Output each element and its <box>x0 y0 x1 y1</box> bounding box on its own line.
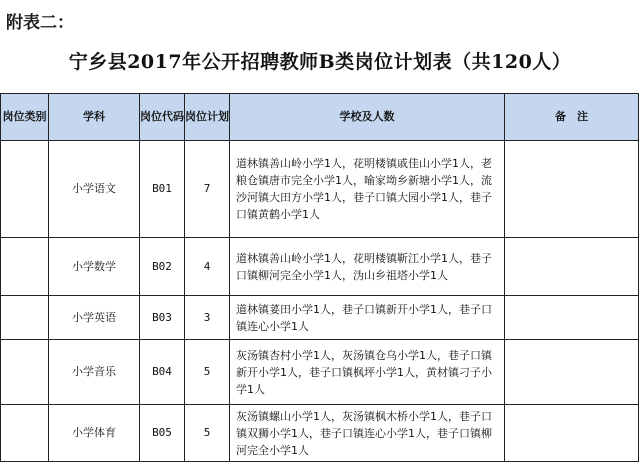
cell-schools: 灰汤镇杏村小学1人，灰汤镇仓乌小学1人，巷子口镇新开小学1人，巷子口镇枫坪小学1人，黄材镇刁子小学1人 <box>230 340 505 405</box>
cell-category <box>1 141 49 238</box>
table-header <box>1 94 639 141</box>
table-row <box>1 296 639 340</box>
cell-plan: 7 <box>185 141 230 238</box>
cell-schools: 灰汤镇螺山小学1人，灰汤镇枫木桥小学1人，巷子口镇双狮小学1人，巷子口镇连心小学1人，巷子口镇柳河完全小学1人 <box>230 405 505 462</box>
header-remarks: 备 注 <box>505 94 639 141</box>
cell-code: B05 <box>140 405 185 462</box>
cell-remarks <box>505 340 639 405</box>
table-body <box>1 141 639 462</box>
cell-plan: 5 <box>185 340 230 405</box>
cell-code: B03 <box>140 296 185 340</box>
cell-subject: 小学体育 <box>49 405 140 462</box>
cell-remarks <box>505 141 639 238</box>
cell-remarks <box>505 238 639 296</box>
header-plan: 岗位计划 <box>185 94 230 141</box>
table-row <box>1 141 639 238</box>
recruitment-plan-table <box>0 93 639 462</box>
header-row <box>1 94 639 141</box>
header-schools: 学校及人数 <box>230 94 505 141</box>
cell-subject: 小学音乐 <box>49 340 140 405</box>
cell-schools: 道林镇善山岭小学1人，花明楼镇靳江小学1人，巷子口镇柳河完全小学1人，沩山乡祖塔小学1人 <box>230 238 505 296</box>
cell-code: B02 <box>140 238 185 296</box>
cell-plan: 3 <box>185 296 230 340</box>
header-code: 岗位代码 <box>140 94 185 141</box>
table-row <box>1 238 639 296</box>
table-row <box>1 340 639 405</box>
cell-plan: 5 <box>185 405 230 462</box>
cell-schools: 道林镇荽田小学1人，巷子口镇新开小学1人，巷子口镇连心小学1人 <box>230 296 505 340</box>
header-subject: 学科 <box>49 94 140 141</box>
cell-subject: 小学语文 <box>49 141 140 238</box>
cell-category <box>1 340 49 405</box>
page-title: 宁乡县2017年公开招聘教师B类岗位计划表（共120人） <box>68 51 572 73</box>
header-category: 岗位类别 <box>1 94 49 141</box>
cell-plan: 4 <box>185 238 230 296</box>
cell-code: B04 <box>140 340 185 405</box>
cell-schools: 道林镇善山岭小学1人，花明楼镇戚佳山小学1人，老粮仓镇唐市完全小学1人，喻家坳乡新塘小学1人，流沙河镇大田方小学1人，巷子口镇大园小学1人，巷子口镇黄鹤小学1人 <box>230 141 505 238</box>
cell-category <box>1 296 49 340</box>
cell-category <box>1 238 49 296</box>
cell-remarks <box>505 296 639 340</box>
appendix-label: 附表二： <box>6 13 74 33</box>
cell-code: B01 <box>140 141 185 238</box>
cell-category <box>1 405 49 462</box>
table-row <box>1 405 639 462</box>
cell-subject: 小学英语 <box>49 296 140 340</box>
cell-remarks <box>505 405 639 462</box>
cell-subject: 小学数学 <box>49 238 140 296</box>
